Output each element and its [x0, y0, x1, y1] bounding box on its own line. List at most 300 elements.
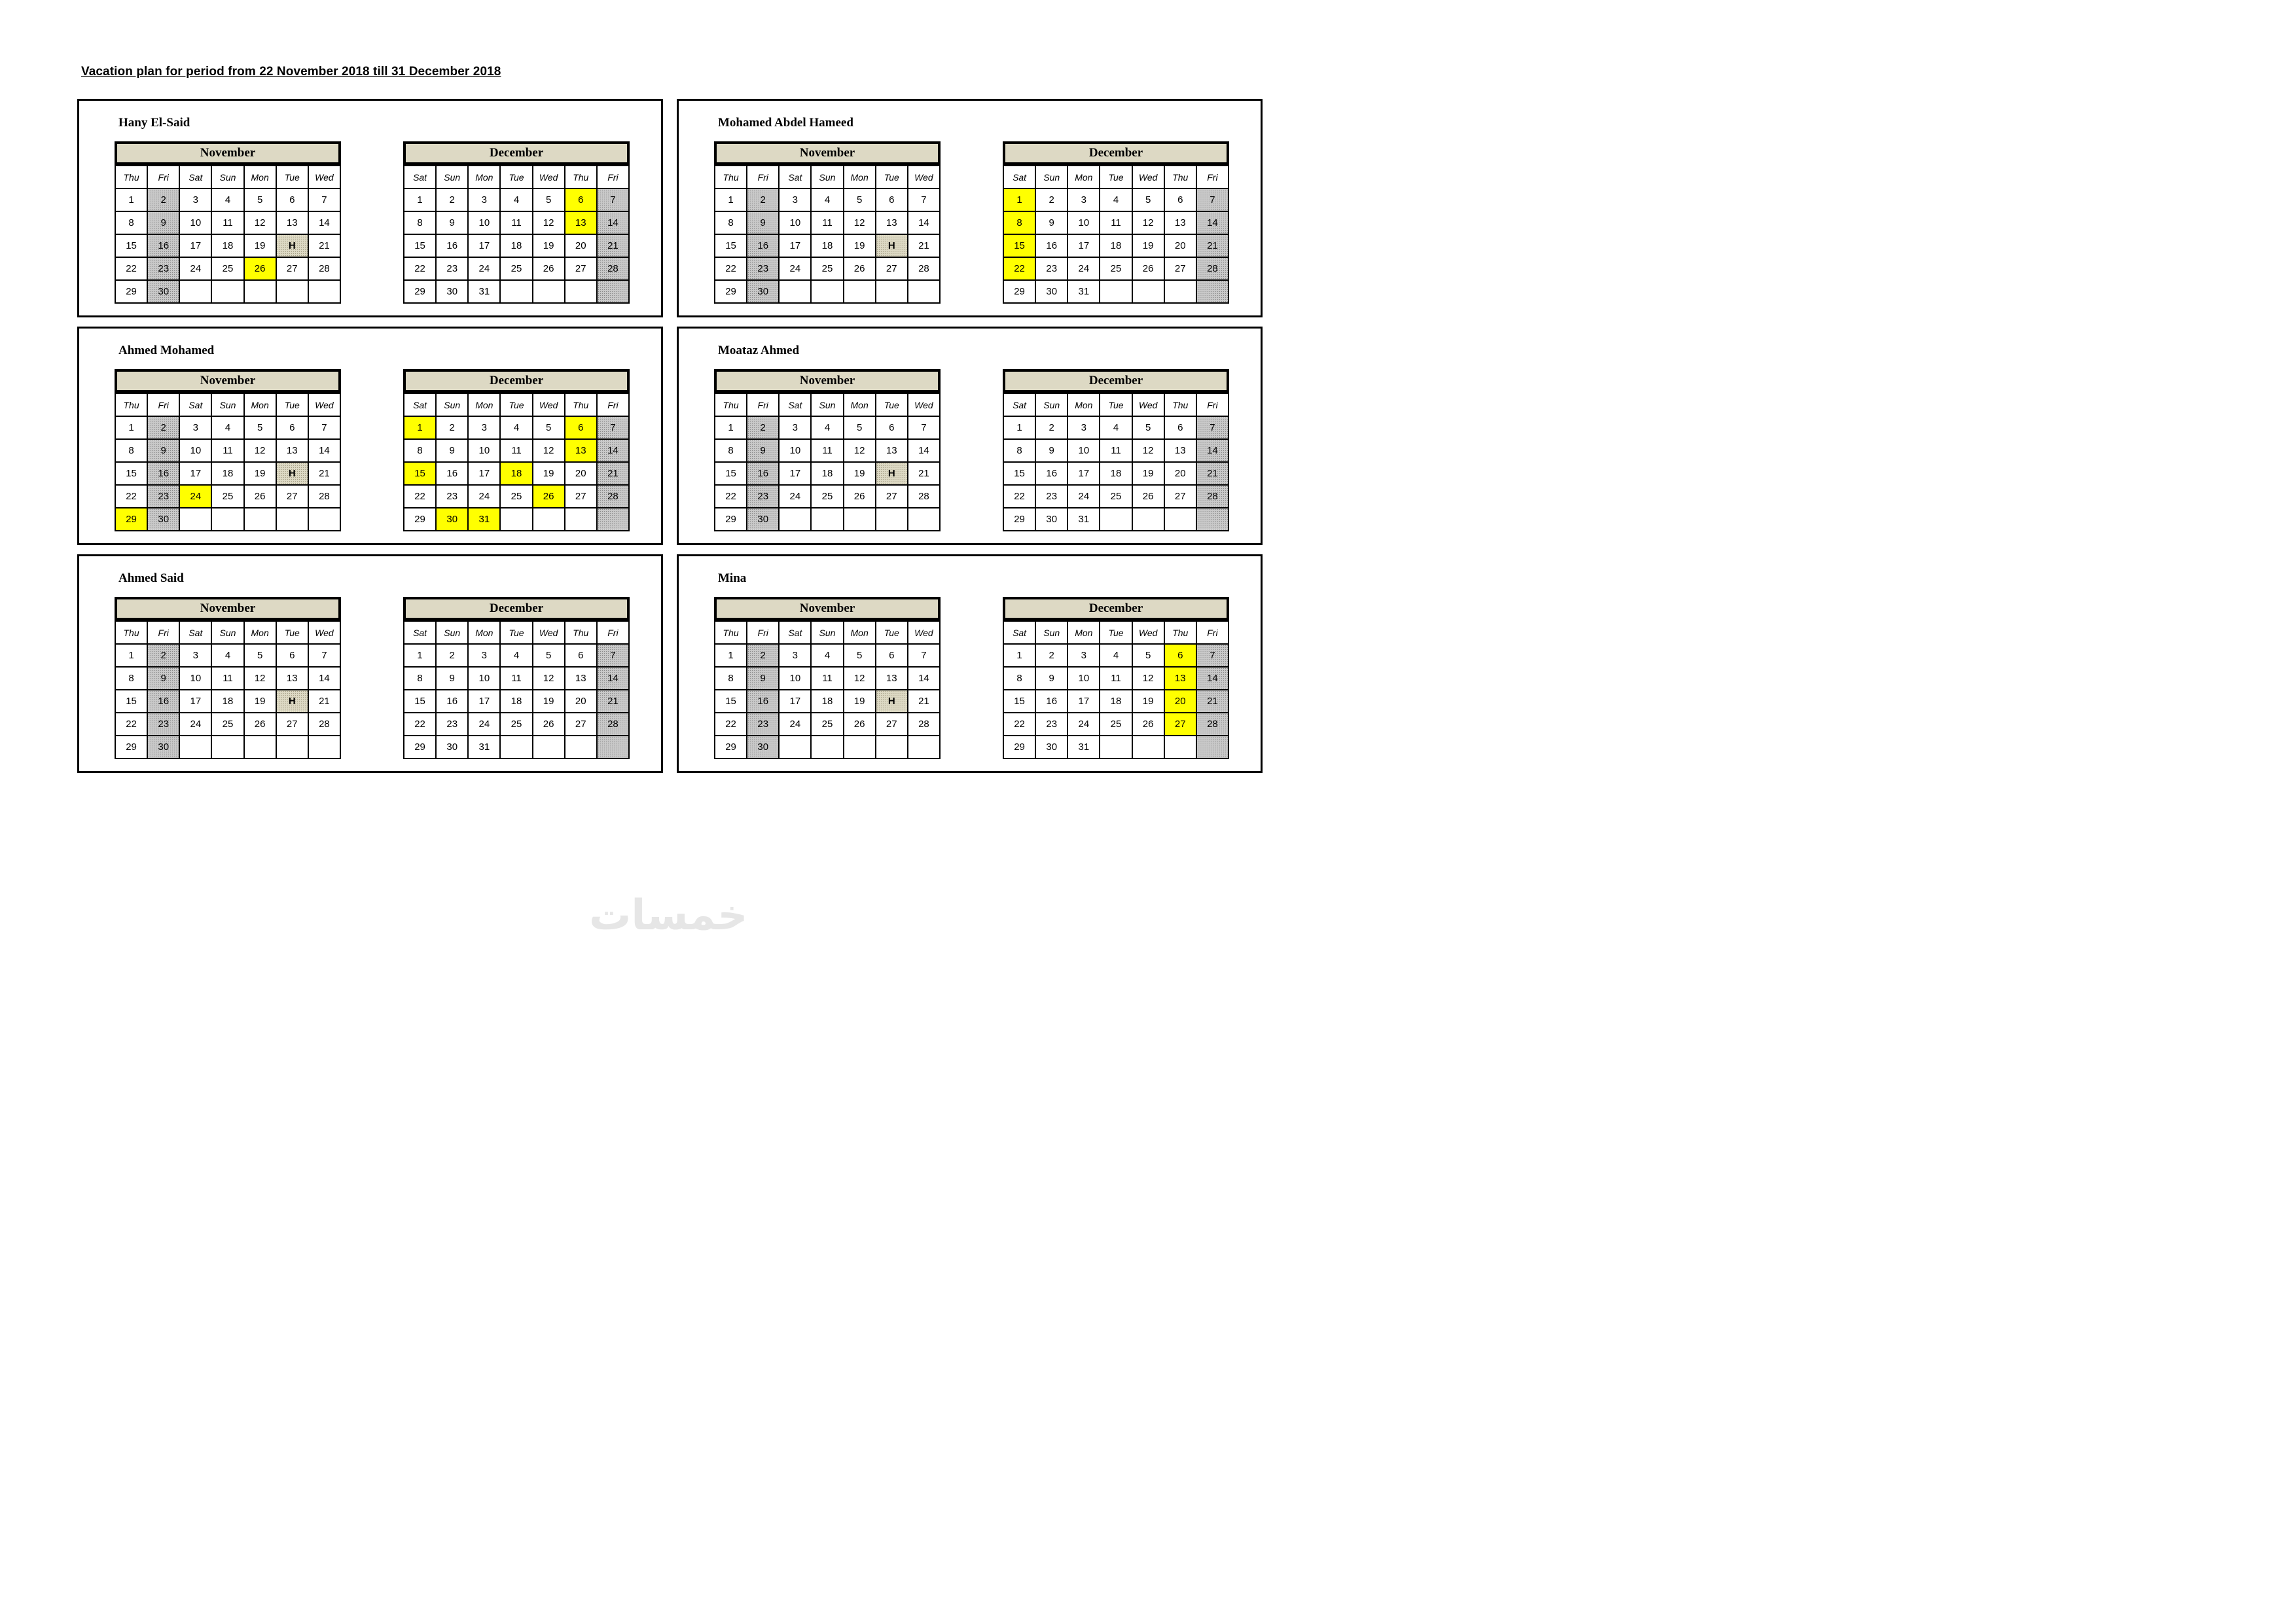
vacation-day-cell: 20	[1164, 690, 1196, 713]
weekday-label: Sat	[404, 393, 436, 416]
weekend-cell: 2	[147, 644, 179, 667]
weekday-label: Fri	[747, 166, 779, 188]
day-cell: 5	[533, 416, 565, 439]
vacation-day-cell: 31	[468, 508, 500, 531]
day-cell: 13	[1164, 439, 1196, 462]
day-cell	[211, 508, 243, 531]
day-cell: 29	[715, 736, 747, 758]
day-cell: 5	[244, 644, 276, 667]
day-cell: 11	[811, 439, 843, 462]
weekday-label: Mon	[844, 621, 876, 644]
day-cell	[811, 508, 843, 531]
weekday-label: Fri	[147, 621, 179, 644]
weekday-label: Sat	[179, 393, 211, 416]
weekend-cell: 2	[147, 188, 179, 211]
day-cell: 6	[565, 644, 597, 667]
day-cell: 13	[876, 667, 908, 690]
week-row	[1003, 462, 1229, 485]
day-cell: 28	[308, 485, 340, 508]
week-row	[404, 439, 629, 462]
weekday-header-row	[115, 621, 340, 644]
weekday-header-row	[1003, 166, 1229, 188]
day-cell: 3	[779, 644, 811, 667]
day-cell	[1164, 736, 1196, 758]
day-cell: 7	[308, 644, 340, 667]
vacation-day-cell: 13	[565, 211, 597, 234]
month-grid	[1003, 393, 1229, 531]
month-grid	[115, 165, 341, 304]
day-cell	[1100, 736, 1132, 758]
week-row	[404, 462, 629, 485]
weekend-cell: 7	[1196, 188, 1229, 211]
november-calendar	[714, 597, 941, 759]
vacation-day-cell: 13	[565, 439, 597, 462]
weekend-cell: 28	[597, 257, 629, 280]
day-cell: 3	[1067, 644, 1100, 667]
day-cell: 4	[211, 416, 243, 439]
day-cell: 7	[908, 644, 940, 667]
day-cell: 16	[436, 234, 468, 257]
weekend-cell: 30	[147, 736, 179, 758]
week-row	[115, 713, 340, 736]
weekend-cell: 2	[747, 188, 779, 211]
week-row	[404, 280, 629, 303]
day-cell: 17	[179, 234, 211, 257]
employee-panel	[677, 99, 1263, 317]
day-cell: 1	[715, 416, 747, 439]
day-cell: 25	[1100, 485, 1132, 508]
weekend-cell: 9	[147, 211, 179, 234]
weekday-label: Fri	[147, 393, 179, 416]
day-cell: 2	[1035, 188, 1067, 211]
day-cell: 5	[244, 188, 276, 211]
week-row	[404, 736, 629, 758]
day-cell: 25	[211, 485, 243, 508]
weekday-label: Sun	[811, 166, 843, 188]
week-row	[404, 257, 629, 280]
day-cell	[1100, 280, 1132, 303]
day-cell	[308, 508, 340, 531]
day-cell	[533, 280, 565, 303]
day-cell	[276, 508, 308, 531]
week-row	[115, 508, 340, 531]
day-cell: 8	[115, 439, 147, 462]
month-grid	[403, 620, 630, 759]
week-row	[404, 211, 629, 234]
month-header: November	[115, 369, 341, 393]
day-cell: 22	[115, 485, 147, 508]
day-cell: 1	[715, 644, 747, 667]
day-cell: 26	[1132, 257, 1164, 280]
day-cell: 24	[468, 713, 500, 736]
week-row	[715, 736, 940, 758]
day-cell: 19	[533, 462, 565, 485]
day-cell: 28	[908, 257, 940, 280]
week-row	[404, 485, 629, 508]
weekend-cell: 23	[747, 257, 779, 280]
weekday-label: Thu	[715, 166, 747, 188]
weekday-label: Thu	[115, 621, 147, 644]
vacation-day-cell: 13	[1164, 667, 1196, 690]
month-header: December	[1003, 141, 1229, 165]
weekend-cell: 23	[147, 257, 179, 280]
november-calendar	[115, 141, 341, 304]
week-row	[1003, 188, 1229, 211]
day-cell: 21	[908, 462, 940, 485]
weekday-header-row	[715, 393, 940, 416]
day-cell: 12	[244, 439, 276, 462]
week-row	[715, 439, 940, 462]
day-cell: 29	[1003, 508, 1035, 531]
day-cell	[500, 736, 532, 758]
weekday-label: Sun	[1035, 393, 1067, 416]
day-cell: 30	[1035, 508, 1067, 531]
day-cell: 10	[1067, 439, 1100, 462]
week-row	[115, 439, 340, 462]
day-cell: 29	[1003, 280, 1035, 303]
weekend-cell: 7	[1196, 644, 1229, 667]
day-cell: 22	[715, 713, 747, 736]
weekend-cell: 16	[747, 690, 779, 713]
day-cell: 14	[908, 667, 940, 690]
week-row	[115, 416, 340, 439]
day-cell	[500, 508, 532, 531]
weekday-label: Fri	[597, 166, 629, 188]
day-cell: 19	[1132, 234, 1164, 257]
day-cell: 22	[115, 257, 147, 280]
weekday-label: Mon	[468, 166, 500, 188]
day-cell: 17	[468, 690, 500, 713]
day-cell: 3	[1067, 188, 1100, 211]
weekend-cell: 30	[747, 280, 779, 303]
day-cell	[1132, 508, 1164, 531]
weekday-header-row	[1003, 621, 1229, 644]
weekend-cell: 14	[597, 211, 629, 234]
day-cell: 24	[179, 257, 211, 280]
day-cell: 25	[1100, 713, 1132, 736]
day-cell: 29	[404, 736, 436, 758]
weekday-label: Thu	[1164, 166, 1196, 188]
day-cell: 18	[211, 462, 243, 485]
day-cell: 10	[468, 211, 500, 234]
day-cell: 4	[1100, 188, 1132, 211]
day-cell	[908, 508, 940, 531]
weekday-label: Sat	[404, 166, 436, 188]
day-cell: 23	[436, 713, 468, 736]
watermark-logo: خمسات	[589, 891, 748, 940]
day-cell: 4	[811, 416, 843, 439]
day-cell: 27	[565, 713, 597, 736]
month-grid	[403, 393, 630, 531]
day-cell: 15	[1003, 462, 1035, 485]
week-row	[115, 257, 340, 280]
weekday-label: Fri	[597, 393, 629, 416]
weekday-label: Wed	[308, 393, 340, 416]
day-cell: 27	[565, 485, 597, 508]
week-row	[115, 280, 340, 303]
day-cell: 15	[115, 462, 147, 485]
day-cell: 13	[876, 211, 908, 234]
weekend-cell: 2	[747, 416, 779, 439]
day-cell	[1100, 508, 1132, 531]
day-cell: 1	[115, 644, 147, 667]
day-cell: 13	[876, 439, 908, 462]
day-cell: 11	[211, 667, 243, 690]
weekday-label: Tue	[276, 393, 308, 416]
week-row	[1003, 211, 1229, 234]
weekday-label: Sun	[811, 621, 843, 644]
day-cell: 18	[811, 690, 843, 713]
day-cell	[179, 736, 211, 758]
day-cell: 24	[468, 257, 500, 280]
day-cell: 2	[436, 644, 468, 667]
vacation-day-cell: 18	[500, 462, 532, 485]
day-cell: 6	[1164, 416, 1196, 439]
day-cell: 19	[844, 690, 876, 713]
day-cell: 18	[811, 234, 843, 257]
day-cell: 15	[115, 690, 147, 713]
day-cell	[811, 280, 843, 303]
day-cell: 8	[404, 667, 436, 690]
week-row	[715, 280, 940, 303]
employee-name: Mina	[718, 571, 747, 585]
day-cell	[179, 508, 211, 531]
day-cell	[779, 280, 811, 303]
week-row	[404, 667, 629, 690]
day-cell: 25	[811, 257, 843, 280]
november-calendar	[714, 369, 941, 531]
month-header: November	[714, 141, 941, 165]
day-cell	[1164, 280, 1196, 303]
employee-panel	[77, 554, 663, 773]
day-cell: 17	[779, 462, 811, 485]
day-cell	[565, 280, 597, 303]
week-row	[715, 234, 940, 257]
weekday-label: Sat	[1003, 621, 1035, 644]
december-calendar	[403, 369, 630, 531]
weekday-label: Fri	[597, 621, 629, 644]
week-row	[715, 257, 940, 280]
month-grid	[1003, 165, 1229, 304]
day-cell: 11	[500, 439, 532, 462]
weekend-cell: 16	[147, 690, 179, 713]
weekend-cell	[597, 280, 629, 303]
day-cell: 17	[468, 234, 500, 257]
day-cell: 1	[115, 416, 147, 439]
day-cell: 17	[1067, 462, 1100, 485]
day-cell: 11	[211, 211, 243, 234]
vacation-day-cell: 26	[244, 257, 276, 280]
weekday-label: Sat	[179, 166, 211, 188]
week-row	[404, 234, 629, 257]
day-cell: 31	[1067, 280, 1100, 303]
weekday-label: Thu	[115, 166, 147, 188]
weekend-cell: 21	[597, 690, 629, 713]
weekday-header-row	[715, 166, 940, 188]
day-cell: 17	[779, 690, 811, 713]
day-cell: 10	[179, 667, 211, 690]
weekday-label: Tue	[1100, 621, 1132, 644]
december-calendar	[403, 597, 630, 759]
day-cell: 14	[908, 439, 940, 462]
weekday-label: Tue	[500, 621, 532, 644]
day-cell: 11	[500, 211, 532, 234]
day-cell: 11	[811, 211, 843, 234]
weekend-cell: 30	[147, 280, 179, 303]
day-cell: 11	[211, 439, 243, 462]
weekend-cell: 16	[747, 234, 779, 257]
day-cell: 23	[1035, 257, 1067, 280]
weekday-label: Mon	[244, 621, 276, 644]
day-cell: 29	[115, 280, 147, 303]
weekend-cell: 16	[747, 462, 779, 485]
day-cell: 8	[715, 439, 747, 462]
day-cell: 25	[500, 485, 532, 508]
day-cell: 28	[908, 485, 940, 508]
day-cell: 8	[1003, 667, 1035, 690]
day-cell: 21	[908, 690, 940, 713]
day-cell: 19	[1132, 462, 1164, 485]
week-row	[715, 667, 940, 690]
weekday-label: Sat	[404, 621, 436, 644]
day-cell	[244, 736, 276, 758]
day-cell: 23	[1035, 485, 1067, 508]
month-header: December	[403, 141, 630, 165]
day-cell: 23	[436, 257, 468, 280]
day-cell: 11	[500, 667, 532, 690]
weekday-header-row	[115, 166, 340, 188]
weekday-label: Sun	[211, 393, 243, 416]
day-cell: 2	[1035, 644, 1067, 667]
day-cell: 29	[715, 280, 747, 303]
weekday-label: Fri	[1196, 621, 1229, 644]
weekday-label: Thu	[565, 393, 597, 416]
week-row	[715, 508, 940, 531]
day-cell: 17	[179, 462, 211, 485]
weekday-label: Sat	[779, 621, 811, 644]
day-cell: 24	[779, 713, 811, 736]
week-row	[715, 416, 940, 439]
day-cell: 18	[1100, 234, 1132, 257]
day-cell: 9	[436, 211, 468, 234]
day-cell	[211, 736, 243, 758]
day-cell: 18	[211, 690, 243, 713]
day-cell: 5	[1132, 188, 1164, 211]
day-cell: 19	[844, 234, 876, 257]
day-cell	[844, 736, 876, 758]
weekend-cell: 14	[1196, 667, 1229, 690]
week-row	[115, 667, 340, 690]
employee-name: Moataz Ahmed	[718, 344, 800, 357]
day-cell: 21	[308, 234, 340, 257]
month-header: December	[403, 597, 630, 620]
weekday-label: Thu	[715, 393, 747, 416]
weekday-label: Sun	[436, 621, 468, 644]
day-cell	[908, 280, 940, 303]
weekday-label: Mon	[244, 166, 276, 188]
weekday-label: Tue	[876, 621, 908, 644]
weekend-cell: 21	[1196, 690, 1229, 713]
day-cell: 17	[1067, 234, 1100, 257]
day-cell: 20	[565, 462, 597, 485]
day-cell	[876, 736, 908, 758]
weekend-cell: 14	[597, 439, 629, 462]
week-row	[404, 690, 629, 713]
day-cell: 12	[844, 439, 876, 462]
weekend-cell: 21	[1196, 462, 1229, 485]
weekend-cell: 2	[747, 644, 779, 667]
day-cell: 23	[436, 485, 468, 508]
weekday-label: Mon	[1067, 166, 1100, 188]
vacation-day-cell: 1	[404, 416, 436, 439]
weekday-label: Fri	[747, 621, 779, 644]
day-cell: 17	[1067, 690, 1100, 713]
december-calendar	[403, 141, 630, 304]
day-cell	[244, 508, 276, 531]
day-cell: 7	[308, 188, 340, 211]
day-cell: 22	[1003, 485, 1035, 508]
month-header: November	[714, 369, 941, 393]
vacation-day-cell: 22	[1003, 257, 1035, 280]
day-cell: 22	[715, 485, 747, 508]
day-cell	[779, 508, 811, 531]
day-cell: 17	[468, 462, 500, 485]
employee-panel	[677, 554, 1263, 773]
day-cell: 22	[715, 257, 747, 280]
weekend-cell: 28	[1196, 257, 1229, 280]
week-row	[404, 508, 629, 531]
weekday-label: Tue	[876, 166, 908, 188]
day-cell: 29	[115, 736, 147, 758]
vacation-day-cell: 24	[179, 485, 211, 508]
day-cell: 23	[1035, 713, 1067, 736]
day-cell: 24	[179, 713, 211, 736]
day-cell: 27	[276, 257, 308, 280]
day-cell: 11	[1100, 667, 1132, 690]
month-header: November	[714, 597, 941, 620]
day-cell: 22	[115, 713, 147, 736]
day-cell: 31	[468, 280, 500, 303]
weekend-cell: 7	[1196, 416, 1229, 439]
day-cell: 15	[1003, 690, 1035, 713]
holiday-cell: H	[876, 462, 908, 485]
day-cell: 26	[533, 713, 565, 736]
week-row	[1003, 667, 1229, 690]
day-cell	[1132, 736, 1164, 758]
vacation-day-cell: 15	[404, 462, 436, 485]
day-cell: 22	[404, 485, 436, 508]
day-cell: 26	[244, 485, 276, 508]
day-cell: 31	[468, 736, 500, 758]
day-cell: 2	[1035, 416, 1067, 439]
vacation-day-cell: 8	[1003, 211, 1035, 234]
day-cell: 18	[500, 690, 532, 713]
day-cell: 15	[115, 234, 147, 257]
weekday-label: Wed	[908, 393, 940, 416]
day-cell: 3	[179, 188, 211, 211]
vacation-day-cell: 6	[565, 188, 597, 211]
week-row	[715, 188, 940, 211]
day-cell: 30	[436, 280, 468, 303]
day-cell	[779, 736, 811, 758]
day-cell: 12	[1132, 667, 1164, 690]
day-cell: 26	[844, 713, 876, 736]
day-cell: 16	[436, 690, 468, 713]
day-cell	[533, 736, 565, 758]
december-calendar	[1003, 597, 1229, 759]
weekend-cell	[597, 508, 629, 531]
day-cell: 18	[811, 462, 843, 485]
